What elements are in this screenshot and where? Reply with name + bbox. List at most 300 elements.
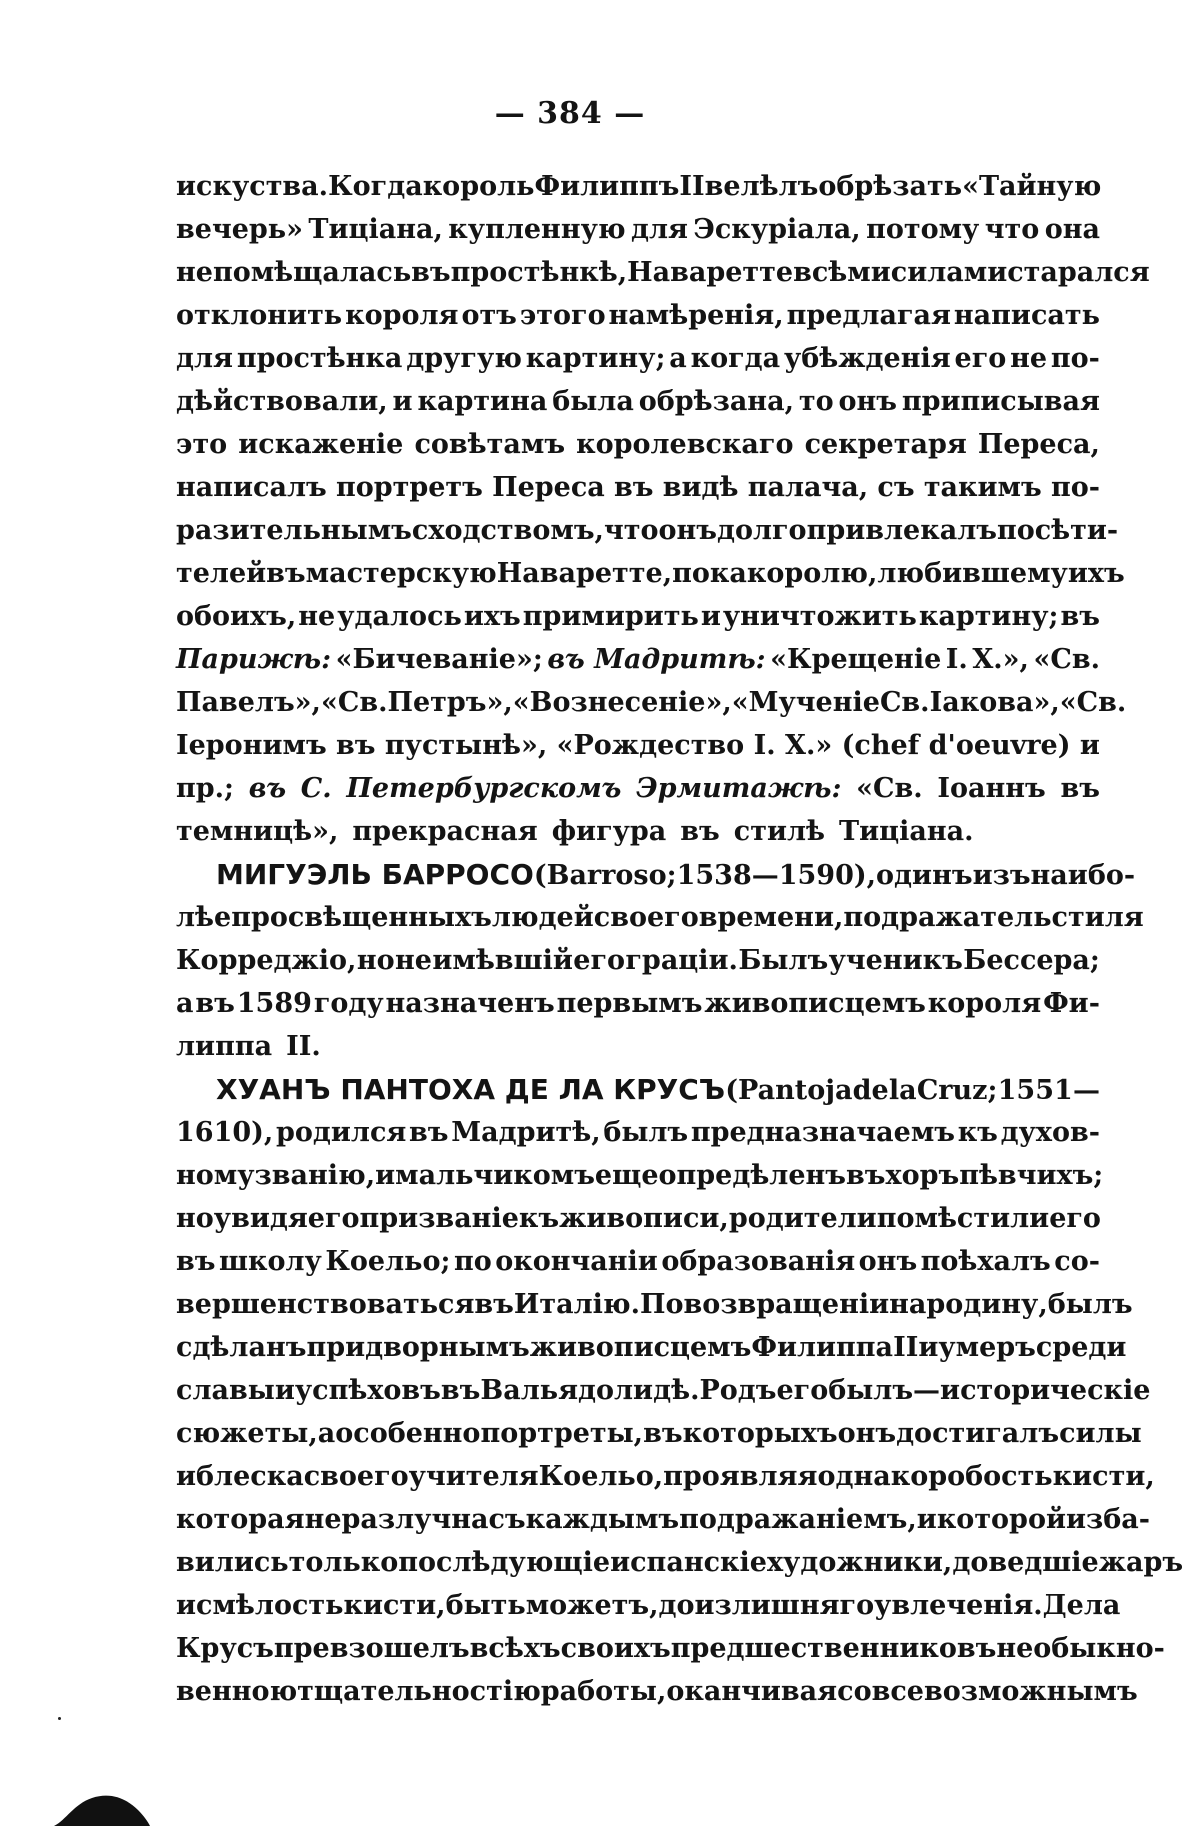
word: поѣхалъ xyxy=(920,1246,1051,1277)
word: этого xyxy=(519,300,606,331)
word: палача, xyxy=(747,472,869,503)
word: подражаніемъ, xyxy=(679,1504,917,1535)
word: простѣнкѣ, xyxy=(450,257,628,288)
word: «Тайную xyxy=(962,171,1102,202)
word: пока xyxy=(672,558,747,589)
word: вершенствоваться xyxy=(176,1289,475,1320)
word: наибо- xyxy=(1030,860,1136,891)
word: Корреджіо, xyxy=(176,945,357,976)
text-line xyxy=(176,767,1100,810)
word: всѣми xyxy=(793,257,891,288)
word: излишняго xyxy=(694,1590,875,1621)
word: испанскіе xyxy=(610,1547,767,1578)
text-line xyxy=(176,1541,1183,1584)
paragraph xyxy=(176,853,1144,1068)
word: потому xyxy=(866,214,980,245)
word: — xyxy=(1072,1075,1100,1106)
word: имѣвшій xyxy=(432,945,573,976)
word: къ xyxy=(957,1117,998,1148)
page-number: — 384 — xyxy=(494,96,646,131)
word: живописцемъ xyxy=(704,988,926,1019)
text-line xyxy=(176,466,1100,509)
word: въ xyxy=(248,773,287,804)
word: со xyxy=(837,1676,872,1707)
word: въ xyxy=(176,1246,216,1277)
text-line xyxy=(176,1326,1127,1369)
word: въ xyxy=(643,1418,683,1449)
word: его xyxy=(1049,1203,1101,1234)
word: проявляя xyxy=(663,1461,818,1492)
page-body xyxy=(176,165,1183,1713)
word: разительнымъ xyxy=(176,515,412,546)
text-line xyxy=(176,1670,1138,1713)
word: «Мученіе xyxy=(731,687,880,718)
word: въ xyxy=(1060,601,1100,632)
word: Іеронимъ xyxy=(176,730,327,761)
word: увлеченія. xyxy=(874,1590,1043,1621)
word: Петръ», xyxy=(387,687,513,718)
word: его xyxy=(776,1375,829,1406)
word: Бессера; xyxy=(963,945,1100,976)
word: времени, xyxy=(698,902,844,933)
word: намѣренія, xyxy=(608,300,784,331)
word: блеска xyxy=(196,1461,304,1492)
word: Cruz; xyxy=(916,1075,998,1106)
word: живописи, xyxy=(559,1203,729,1234)
text-line xyxy=(176,1240,1100,1283)
word: посѣти- xyxy=(996,515,1119,546)
word: еще xyxy=(594,1160,659,1191)
word: увидя xyxy=(213,1203,308,1234)
word: былъ xyxy=(1047,1289,1133,1320)
word: въ Мадритѣ: xyxy=(547,644,766,675)
word: приписывая xyxy=(901,386,1100,417)
word: когда xyxy=(690,343,781,374)
word: оканчивая xyxy=(666,1676,838,1707)
word: художники, xyxy=(766,1547,953,1578)
text-line xyxy=(176,1154,1104,1197)
word: быть xyxy=(445,1590,526,1621)
word: которая xyxy=(176,1504,305,1535)
word: и xyxy=(274,1375,295,1406)
word: и xyxy=(700,601,721,632)
paragraph xyxy=(176,1068,1183,1713)
word: въ xyxy=(474,1289,514,1320)
text-line xyxy=(176,1412,1142,1455)
word: Когда xyxy=(328,171,423,202)
text-line xyxy=(176,939,1100,982)
text-line xyxy=(176,1068,1100,1111)
word: образованія xyxy=(661,1246,856,1277)
word: послѣдующіе xyxy=(398,1547,611,1578)
word: для xyxy=(176,343,233,374)
word: въ xyxy=(195,988,235,1019)
word: былъ xyxy=(603,1117,689,1148)
word: телей xyxy=(176,558,267,589)
word: однако xyxy=(817,1461,929,1492)
word: пр.; xyxy=(176,773,235,804)
word: доведшіе xyxy=(952,1547,1099,1578)
word: была xyxy=(552,386,634,417)
word: «Бичеваніе»; xyxy=(335,644,543,675)
word: онъ xyxy=(658,515,717,546)
word: такимъ xyxy=(923,472,1042,503)
word: портреты, xyxy=(480,1418,644,1449)
word: фигура xyxy=(551,816,667,847)
word: подражатель xyxy=(843,902,1052,933)
text-line xyxy=(176,982,1100,1025)
text-line xyxy=(176,380,1100,423)
word: Эрмитажѣ: xyxy=(636,773,842,804)
word: написалъ xyxy=(176,472,327,503)
word: изъ xyxy=(972,860,1031,891)
word: превзошелъ xyxy=(273,1633,470,1664)
word: его xyxy=(307,1203,360,1234)
word: школу xyxy=(218,1246,322,1277)
word: «Крещеніе xyxy=(770,644,942,675)
word: и xyxy=(176,1590,197,1621)
word: уничтожить xyxy=(722,601,917,632)
word: своего xyxy=(593,902,699,933)
word: можетъ, xyxy=(525,1590,659,1621)
text-line xyxy=(176,1111,1100,1154)
word: велѣлъ xyxy=(704,171,819,202)
word: сдѣланъ xyxy=(176,1332,307,1363)
word: не xyxy=(176,257,213,288)
ink-speck xyxy=(58,1717,61,1720)
word: году xyxy=(313,988,384,1019)
word: назначенъ xyxy=(385,988,555,1019)
word: примирить xyxy=(522,601,699,632)
word: въ xyxy=(440,1375,481,1406)
word: Іакова», xyxy=(929,687,1060,718)
word: «Вознесеніе», xyxy=(512,687,732,718)
word: обрѣзать xyxy=(818,171,963,202)
word: «Св. xyxy=(1033,644,1100,675)
text-line xyxy=(176,681,1127,724)
word: работы, xyxy=(540,1676,667,1707)
word: своихъ xyxy=(560,1633,671,1664)
word: убѣжденія xyxy=(783,343,951,374)
word: помѣщалась xyxy=(212,257,412,288)
word: сходствомъ, xyxy=(411,515,604,546)
word: de xyxy=(852,1075,889,1106)
word: робость xyxy=(928,1461,1053,1492)
word: успѣховъ xyxy=(294,1375,441,1406)
word: а xyxy=(176,988,194,1019)
word: къ xyxy=(518,1203,560,1234)
word: не xyxy=(298,601,336,632)
word: II. xyxy=(286,1031,321,1062)
word: но xyxy=(356,945,395,976)
word: 1589 xyxy=(236,988,312,1019)
word: въ xyxy=(680,816,720,847)
text-line xyxy=(176,337,1100,380)
word: по xyxy=(453,1246,492,1277)
word: королевскаго xyxy=(576,429,794,460)
word: граціи. xyxy=(625,945,738,976)
word: лѣе xyxy=(176,902,232,933)
word: Св. xyxy=(879,687,930,718)
word: портретъ xyxy=(335,472,483,503)
word: просвѣщенныхъ xyxy=(231,902,492,933)
text-line xyxy=(176,595,1100,638)
word: Коельо; xyxy=(325,1246,451,1277)
word: обоихъ, xyxy=(176,601,297,632)
word: призваніе xyxy=(359,1203,519,1234)
word: и xyxy=(176,1461,197,1492)
word: достигалъ xyxy=(896,1418,1060,1449)
word: Наваретте, xyxy=(496,558,673,589)
word: мастерскую xyxy=(305,558,497,589)
word: «Св. xyxy=(856,773,923,804)
word: дѣйствовали, xyxy=(176,386,388,417)
word: мальчикомъ xyxy=(395,1160,595,1191)
text-line xyxy=(176,1627,1165,1670)
word: и xyxy=(918,1332,939,1363)
word: видѣ xyxy=(662,472,739,503)
word: неразлучна xyxy=(304,1504,489,1535)
word: ла xyxy=(1083,1590,1121,1621)
word: отклонить xyxy=(176,300,343,331)
word: кисти, xyxy=(343,1590,446,1621)
word: онъ xyxy=(837,1418,897,1449)
word: то xyxy=(798,386,834,417)
word: Родъ xyxy=(699,1375,777,1406)
word: старался xyxy=(1007,257,1150,288)
word: стиля xyxy=(1051,902,1144,933)
word: Мадритѣ, xyxy=(451,1117,601,1148)
word: Эскуріала, xyxy=(693,214,861,245)
word: тщательностію xyxy=(297,1676,541,1707)
word: сюжеты, xyxy=(176,1418,318,1449)
word: по- xyxy=(1050,343,1100,374)
text-line xyxy=(176,1584,1121,1627)
text-line xyxy=(176,1498,1150,1541)
word: (Barroso; xyxy=(533,860,677,891)
word: По xyxy=(640,1289,684,1320)
text-line xyxy=(176,1197,1100,1240)
word: секретаря xyxy=(804,429,967,460)
word: особенно xyxy=(335,1418,481,1449)
word: отъ xyxy=(461,300,517,331)
word: силами xyxy=(890,257,1008,288)
word: 1610), xyxy=(176,1117,274,1148)
word: обрѣзана, xyxy=(638,386,794,417)
word: въ xyxy=(409,1117,449,1148)
word: Переса, xyxy=(977,429,1100,460)
word: жаръ xyxy=(1098,1547,1183,1578)
word: Парижѣ: xyxy=(176,644,332,675)
word: стилѣ xyxy=(733,816,825,847)
word: (chef xyxy=(841,730,920,761)
word: всевозможнымъ xyxy=(871,1676,1138,1707)
word: и xyxy=(375,1160,396,1191)
word: Петербургскомъ xyxy=(346,773,622,804)
word: пѣвчихъ; xyxy=(959,1160,1104,1191)
word: Фи- xyxy=(1043,988,1100,1019)
text-line xyxy=(176,1369,1151,1412)
word: вечерь» xyxy=(176,214,303,245)
text-line xyxy=(176,208,1100,251)
text-line xyxy=(176,423,1100,466)
word: родители xyxy=(728,1203,877,1234)
word: II xyxy=(893,1332,919,1363)
word: X.», xyxy=(972,644,1029,675)
word: король xyxy=(422,171,535,202)
word: его xyxy=(573,945,625,976)
text-line xyxy=(176,1025,1100,1068)
word: помѣстили xyxy=(876,1203,1050,1234)
word: вились xyxy=(176,1547,289,1578)
artist-name: ХУАНЪ ПАНТОХА ДЕ ЛА КРУСЪ xyxy=(216,1073,726,1106)
word: картину; xyxy=(525,343,666,374)
word: а xyxy=(317,1418,336,1449)
word: (Pantoja xyxy=(725,1075,853,1106)
text-line xyxy=(176,896,1144,939)
word: а xyxy=(669,343,687,374)
word: живописцемъ xyxy=(529,1332,752,1363)
word: всѣхъ xyxy=(469,1633,561,1664)
word: что xyxy=(984,214,1040,245)
word: Крусъ xyxy=(176,1633,274,1664)
word: d'oeuvre) xyxy=(928,730,1071,761)
word: липпа xyxy=(176,1031,273,1062)
word: любившему xyxy=(877,558,1068,589)
word: родину, xyxy=(926,1289,1048,1320)
word: Былъ xyxy=(738,945,829,976)
word: 1551 xyxy=(997,1075,1073,1106)
word: «Рождество xyxy=(556,730,745,761)
word: одинъ xyxy=(876,860,973,891)
word: ному xyxy=(176,1160,255,1191)
word: «Св. xyxy=(320,687,388,718)
word: «Св. xyxy=(1059,687,1127,718)
word: не xyxy=(395,945,432,976)
word: Вальядолидѣ. xyxy=(480,1375,700,1406)
word: Де xyxy=(1042,1590,1084,1621)
word: Италію. xyxy=(513,1289,641,1320)
word: онъ xyxy=(858,1246,918,1277)
word: Павелъ», xyxy=(176,687,321,718)
word: простѣнка xyxy=(236,343,403,374)
word: учителя xyxy=(408,1461,539,1492)
word: до xyxy=(658,1590,695,1621)
word: совѣтамъ xyxy=(414,429,566,460)
word: Филиппъ xyxy=(534,171,680,202)
word: избa- xyxy=(1065,1504,1150,1535)
ink-blot xyxy=(52,1790,152,1828)
word: другую xyxy=(406,343,522,374)
word: опредѣленъ xyxy=(658,1160,846,1191)
word: которой xyxy=(936,1504,1066,1535)
word: ихъ xyxy=(1067,558,1125,589)
word: X.» xyxy=(785,730,833,761)
word: 1538—1590), xyxy=(676,860,877,891)
word: купленную xyxy=(448,214,626,245)
word: королю, xyxy=(746,558,878,589)
paragraph xyxy=(176,165,1150,853)
word: славы xyxy=(176,1375,275,1406)
word: родился xyxy=(276,1117,407,1148)
word: съ xyxy=(488,1504,526,1535)
word: ученикъ xyxy=(828,945,963,976)
word: она xyxy=(1044,214,1100,245)
word: искаженіе xyxy=(238,429,404,460)
text-line xyxy=(176,810,1100,853)
word: II xyxy=(679,171,705,202)
word: короля xyxy=(927,988,1042,1019)
word: прекрасная xyxy=(352,816,538,847)
text-line xyxy=(176,853,1136,896)
word: картину; xyxy=(918,601,1059,632)
word: въ xyxy=(336,730,376,761)
word: своего xyxy=(303,1461,409,1492)
word: это xyxy=(176,429,228,460)
word: хоръ xyxy=(885,1160,960,1191)
word: возвращеніи xyxy=(683,1289,890,1320)
text-line xyxy=(176,638,1100,681)
word: пустынѣ», xyxy=(384,730,548,761)
word: по- xyxy=(1050,472,1100,503)
word: I. xyxy=(945,644,968,675)
word: былъ—историческіе xyxy=(828,1375,1151,1406)
text-line xyxy=(176,165,1100,208)
artist-name: МИГУЭЛЬ БАРРОСО xyxy=(216,858,534,891)
word: I. xyxy=(753,730,776,761)
word: Переса xyxy=(492,472,605,503)
word: званію, xyxy=(254,1160,376,1191)
text-line xyxy=(176,724,1100,767)
word: въ xyxy=(614,472,654,503)
word: окончаніи xyxy=(495,1246,658,1277)
word: которыхъ xyxy=(682,1418,838,1449)
word: la xyxy=(888,1075,917,1106)
word: необыкно- xyxy=(996,1633,1165,1664)
word: умеръ xyxy=(938,1332,1036,1363)
word: только xyxy=(288,1547,399,1578)
text-line xyxy=(176,509,1119,552)
word: въ xyxy=(1060,773,1100,804)
word: въ xyxy=(846,1160,886,1191)
word: удалось xyxy=(337,601,462,632)
text-line xyxy=(176,1283,1133,1326)
word: духов- xyxy=(1000,1117,1100,1148)
word: искуства. xyxy=(176,171,329,202)
word: предшественниковъ xyxy=(670,1633,997,1664)
word: Филиппа xyxy=(751,1332,894,1363)
word: предлагая xyxy=(786,300,951,331)
word: на xyxy=(889,1289,927,1320)
word: онъ xyxy=(838,386,897,417)
word: Тиціана, xyxy=(308,214,443,245)
word: картина xyxy=(417,386,548,417)
text-line xyxy=(176,294,1100,337)
word: Наваретте xyxy=(627,257,794,288)
word: и xyxy=(392,386,413,417)
word: долго xyxy=(716,515,807,546)
word: въ xyxy=(411,257,451,288)
word: и xyxy=(1079,730,1100,761)
word: съ xyxy=(877,472,915,503)
text-line xyxy=(176,1455,1155,1498)
word: кисти, xyxy=(1052,1461,1155,1492)
word: не xyxy=(1010,343,1048,374)
word: короля xyxy=(345,300,459,331)
word: написать xyxy=(953,300,1100,331)
word: Коельо, xyxy=(538,1461,664,1492)
word: ихъ xyxy=(463,601,521,632)
